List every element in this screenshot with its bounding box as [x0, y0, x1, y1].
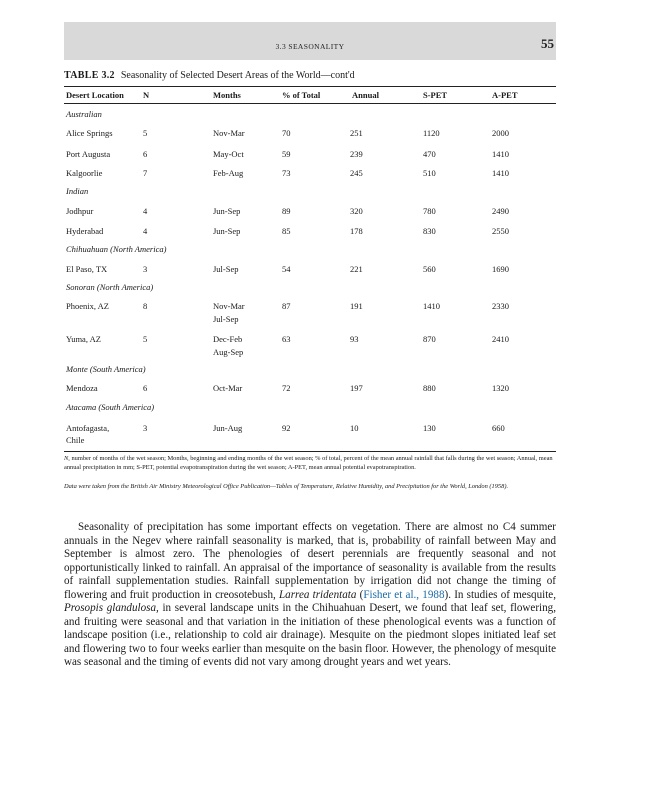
page-number: 55	[541, 36, 554, 51]
cell-months: Oct-Mar	[213, 383, 243, 393]
cell-spet: 880	[423, 383, 436, 393]
cell-pct: 87	[282, 301, 291, 311]
cell-months: Jun-Aug	[213, 423, 243, 433]
cell-apet: 2330	[492, 301, 509, 311]
cell-annual: 10	[350, 423, 359, 433]
cell-spet: 830	[423, 226, 436, 236]
cell-annual: 239	[350, 149, 363, 159]
page-header	[64, 22, 556, 60]
cell-spet: 1120	[423, 128, 440, 138]
group-label: Sonoran (North America)	[66, 282, 154, 292]
cell-location: Kalgoorlie	[66, 168, 103, 178]
cell-months: Dec-Feb	[213, 334, 243, 344]
group-label: Atacama (South America)	[66, 402, 155, 412]
cell-n: 6	[143, 149, 148, 159]
cell-spet: 1410	[423, 301, 440, 311]
cell-apet: 660	[492, 423, 505, 433]
cell-pct: 59	[282, 149, 291, 159]
cell-pct: 54	[282, 264, 291, 274]
cell-spet: 560	[423, 264, 436, 274]
cell-annual: 251	[350, 128, 363, 138]
cell-months-line2: Aug-Sep	[213, 347, 244, 357]
cell-apet: 2000	[492, 128, 509, 138]
cell-spet: 130	[423, 423, 436, 433]
cell-annual: 93	[350, 334, 359, 344]
col-header-spet: S-PET	[423, 90, 448, 100]
cell-spet: 510	[423, 168, 436, 178]
table-bottom-rule	[64, 451, 556, 452]
body-paragraph	[64, 521, 556, 670]
cell-location: Port Augusta	[66, 149, 111, 159]
cell-months: Feb-Aug	[213, 168, 244, 178]
cell-location: Mendoza	[66, 383, 98, 393]
cell-annual: 320	[350, 206, 363, 216]
cell-n: 3	[143, 423, 148, 433]
table-footnote-definitions: N, number of months of the wet season; Months, beginning and ending months of the wet season; % of total, percent of the mean annual rainfall that falls during the wet season; Annual, mean annual precipitation in mm; S-PET, potential evapotranspiration during the wet season; A-PET, mean annual potential evapotranspiration.	[64, 455, 553, 472]
cell-n: 3	[143, 264, 148, 274]
cell-months: Jun-Sep	[213, 226, 241, 236]
cell-pct: 89	[282, 206, 291, 216]
cell-location: Phoenix, AZ	[66, 301, 109, 311]
col-header-annual: Annual	[352, 90, 379, 100]
table-title: Seasonality of Selected Desert Areas of the World—cont'd	[120, 70, 355, 81]
group-label: Chihuahuan (North America)	[66, 244, 167, 254]
body-text-2: ). In studies of mesquite,	[444, 588, 556, 601]
col-header-months: Months	[213, 90, 241, 100]
cell-annual: 191	[350, 301, 363, 311]
cell-annual: 178	[350, 226, 363, 236]
cell-apet: 2490	[492, 206, 509, 216]
group-label: Australian	[66, 109, 102, 119]
col-header-location: Desert Location	[66, 90, 124, 100]
cell-pct: 63	[282, 334, 291, 344]
cell-months: Jul-Sep	[213, 264, 239, 274]
table-header-rule	[64, 103, 556, 104]
group-label: Indian	[66, 186, 89, 196]
cell-pct: 92	[282, 423, 291, 433]
cell-months: May-Oct	[213, 149, 244, 159]
cell-n: 8	[143, 301, 148, 311]
cell-location: Hyderabad	[66, 226, 104, 236]
table-number: TABLE 3.2	[64, 70, 115, 81]
table-top-rule	[64, 86, 556, 87]
table-footnote-source: Data were taken from the British Air Ministry Meteorological Office Publication—Tables of Temperature, Relative Humidity, and Precipitation for the World, London (1958).	[64, 483, 509, 490]
cell-apet: 1410	[492, 168, 509, 178]
cell-pct: 73	[282, 168, 291, 178]
cell-n: 5	[143, 334, 148, 344]
cell-apet: 2550	[492, 226, 509, 236]
cell-n: 5	[143, 128, 148, 138]
cell-annual: 221	[350, 264, 363, 274]
table-caption	[64, 70, 355, 81]
cell-apet: 1410	[492, 149, 509, 159]
cell-spet: 870	[423, 334, 436, 344]
col-header-apet: A-PET	[492, 90, 518, 100]
group-label: Monte (South America)	[66, 364, 146, 374]
cell-annual: 197	[350, 383, 363, 393]
body-text-3: in several landscape units in the Chihuahuan Desert, we found that leaf set, flowering, and fruiting were seasonal and that variation in the initiation of these phenological events was a function of landscape position (i.e., relationship to cold air drainage). Mesquite on the piedmont slopes initiated leaf set and flowering two to four weeks earlier than mesquite on the basin floor. However, the phenology of mesquite was seasonal and the timing of events did not vary among drought years and wet years.	[64, 602, 556, 668]
cell-location: Antofagasta,	[66, 423, 110, 433]
col-header-n: N	[143, 90, 150, 100]
cell-spet: 470	[423, 149, 436, 159]
cell-location: Yuma, AZ	[66, 334, 101, 344]
cell-pct: 70	[282, 128, 291, 138]
running-head: 3.3 SEASONALITY	[275, 42, 345, 51]
citation-link[interactable]: Fisher et al., 1988	[363, 588, 445, 601]
species-name-larrea: Larrea tridentata	[279, 588, 357, 601]
cell-pct: 72	[282, 383, 291, 393]
cell-months-line2: Jul-Sep	[213, 314, 239, 324]
body-text-paren: (	[356, 588, 364, 601]
cell-location: El Paso, TX	[66, 264, 108, 274]
cell-spet: 780	[423, 206, 436, 216]
body-text-1: Seasonality of precipitation has some important effects on vegetation. There are almost no C4 summer annuals in the Negev where rainfall seasonality is marked, that is, probability of rainfall between May and September is almost zero. The phenologies of desert perennials are frequently seasonal and not opportunistically linked to rainfall. An appraisal of the importance of seasonality is available from the results of rainfall supplementation studies. Rainfall supplementation by irrigation did not change the timing of flowering and fruit production in creosotebush,	[64, 521, 556, 601]
cell-annual: 245	[350, 168, 363, 178]
cell-months: Nov-Mar	[213, 301, 245, 311]
cell-location: Alice Springs	[66, 128, 113, 138]
cell-months: Nov-Mar	[213, 128, 245, 138]
cell-n: 7	[143, 168, 148, 178]
cell-location: Jodhpur	[66, 206, 94, 216]
cell-n: 6	[143, 383, 148, 393]
species-name-prosopis: Prosopis glandulosa,	[64, 602, 159, 614]
cell-n: 4	[143, 206, 148, 216]
cell-location-line2: Chile	[66, 435, 85, 445]
cell-apet: 1320	[492, 383, 509, 393]
cell-n: 4	[143, 226, 148, 236]
cell-months: Jun-Sep	[213, 206, 241, 216]
cell-apet: 1690	[492, 264, 509, 274]
cell-pct: 85	[282, 226, 291, 236]
cell-apet: 2410	[492, 334, 509, 344]
col-header-pct: % of Total	[282, 90, 321, 100]
